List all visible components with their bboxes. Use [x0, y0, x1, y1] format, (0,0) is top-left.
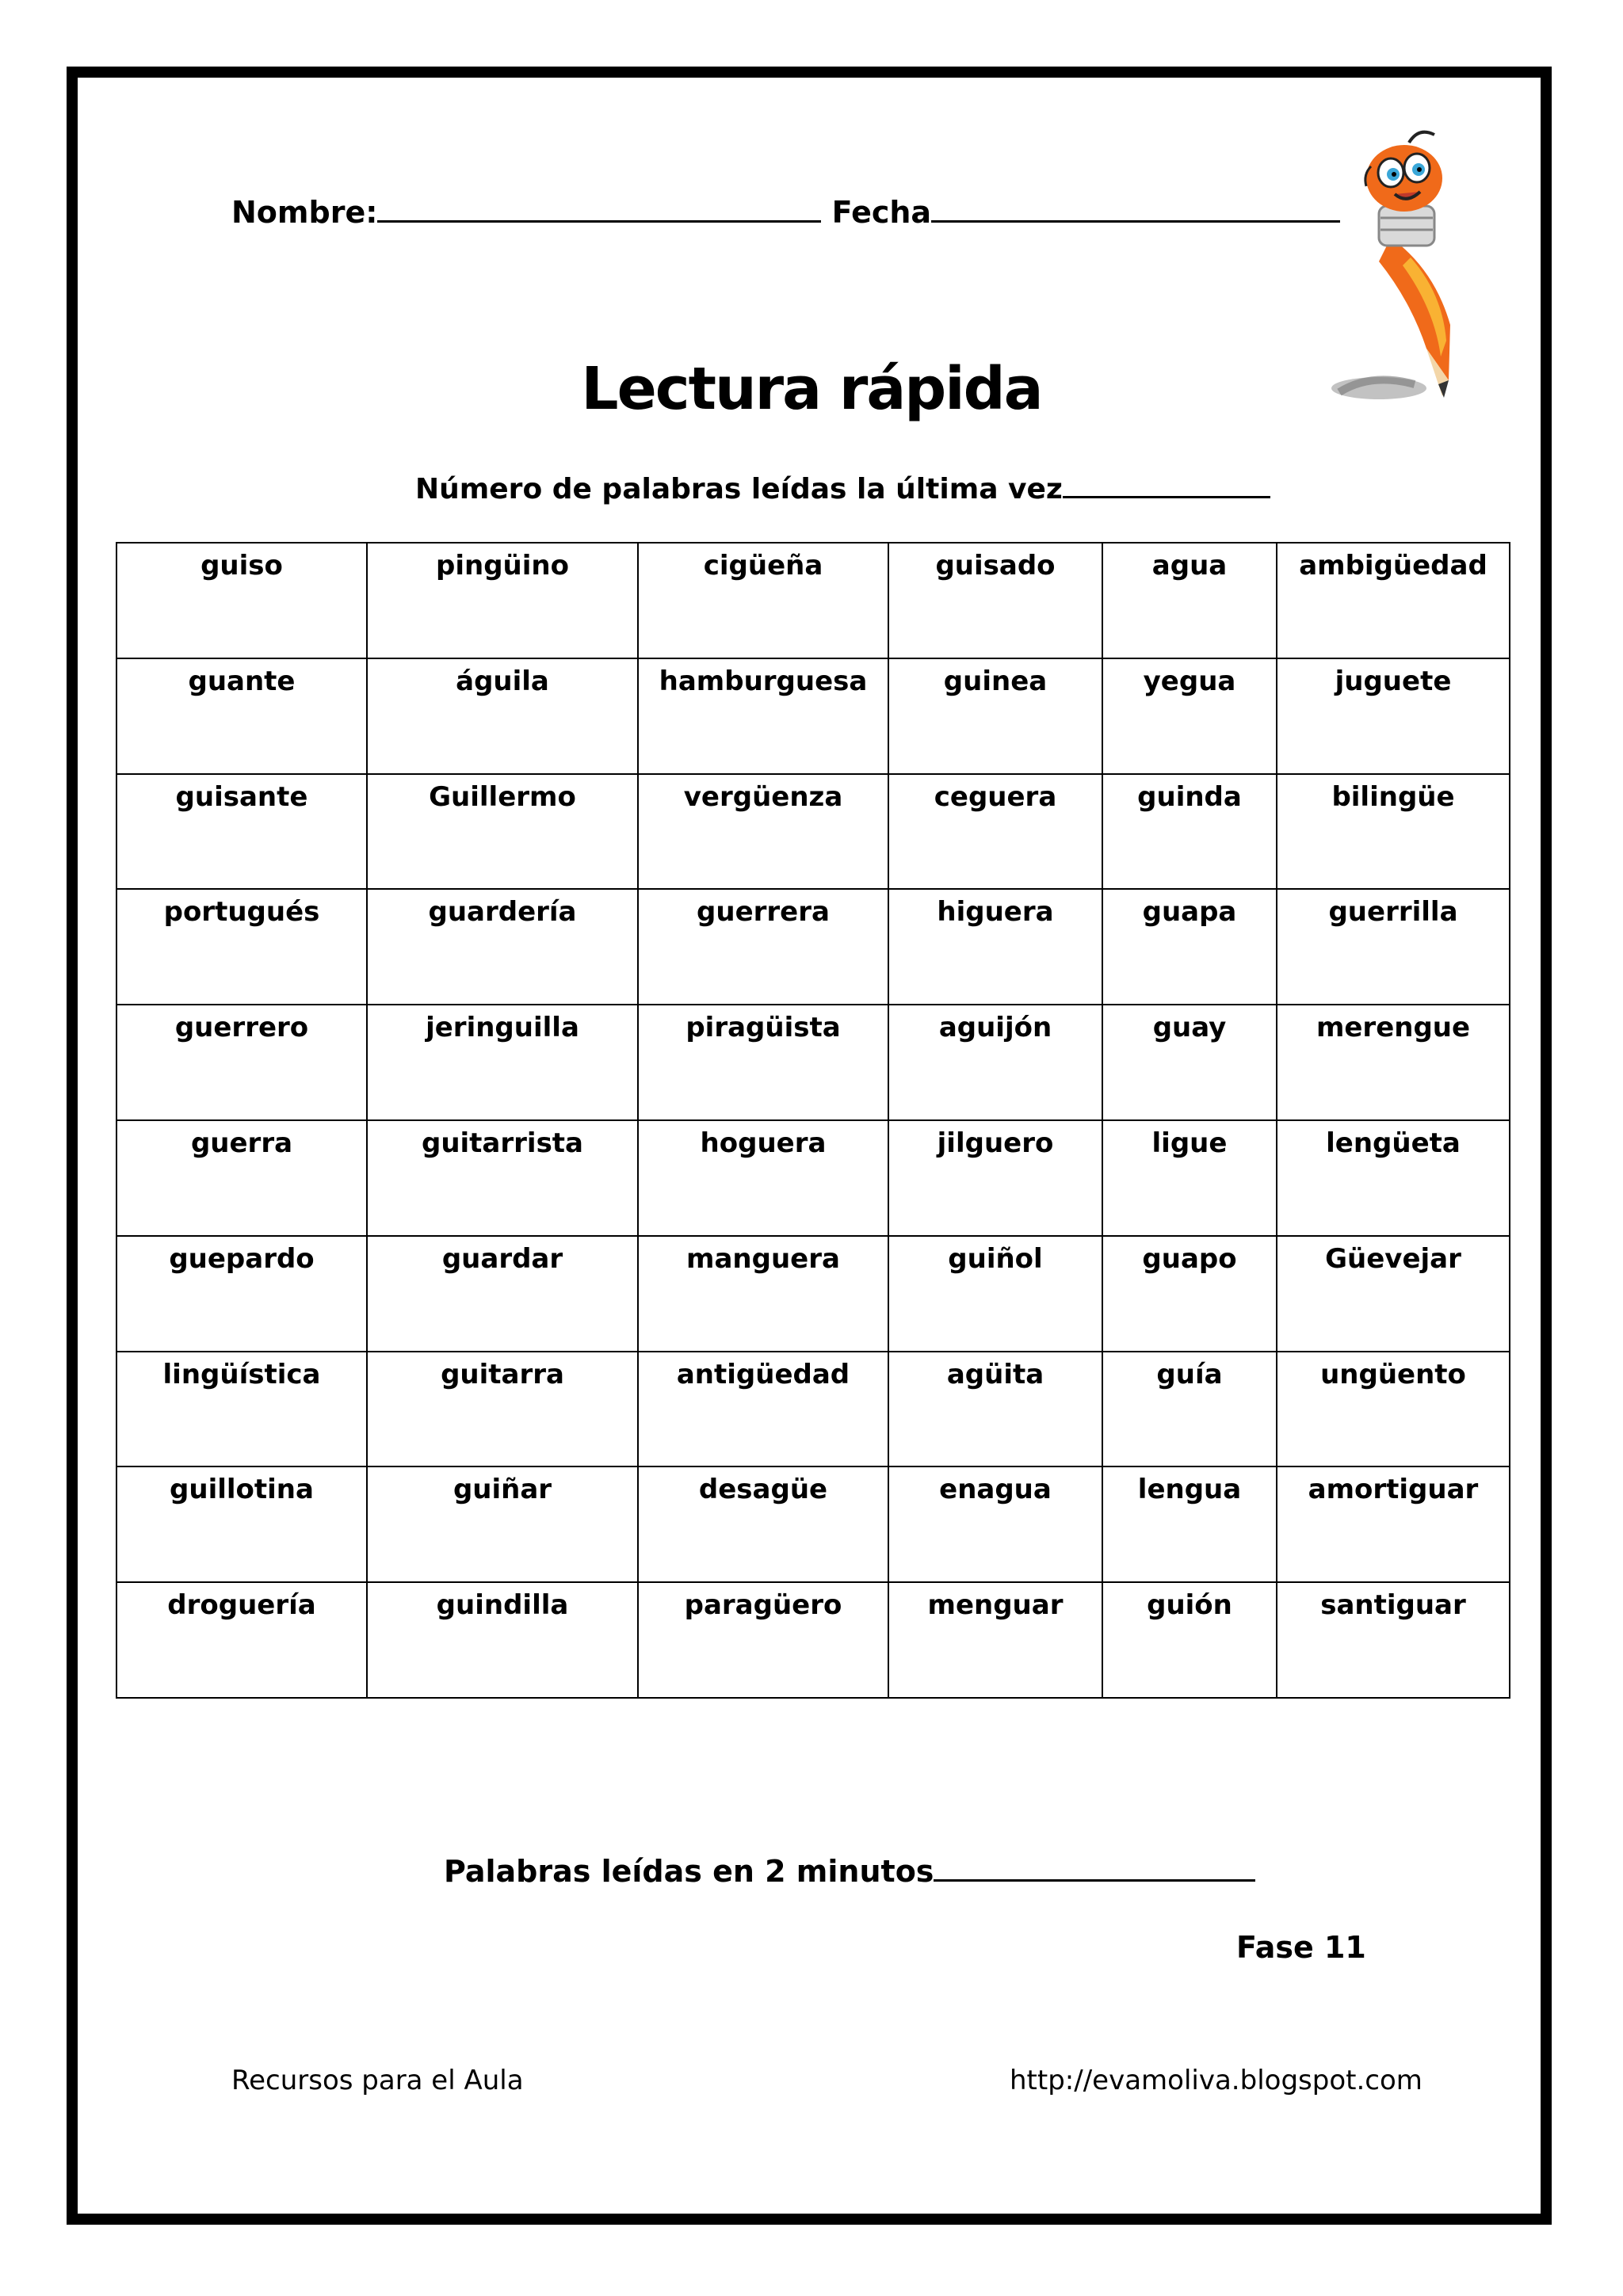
previous-count-field[interactable] — [1063, 472, 1270, 498]
word-cell: bilingüe — [1277, 774, 1510, 890]
word-cell: cigüeña — [638, 543, 888, 658]
footer-url-link[interactable]: http://evamoliva.blogspot.com — [1010, 2065, 1423, 2096]
word-cell: guitarrista — [367, 1120, 638, 1236]
word-cell: guardería — [367, 889, 638, 1005]
word-cell: jilguero — [888, 1120, 1102, 1236]
word-cell: hoguera — [638, 1120, 888, 1236]
table-row — [116, 1352, 1510, 1467]
word-cell: piragüista — [638, 1005, 888, 1120]
table-row — [116, 1236, 1510, 1352]
word-cell: guiso — [116, 543, 367, 658]
word-cell: guerrera — [638, 889, 888, 1005]
read-count-field[interactable] — [934, 1855, 1255, 1882]
table-row — [116, 543, 1510, 658]
word-cell: lingüística — [116, 1352, 367, 1467]
word-cell: guante — [116, 658, 367, 774]
word-cell: aguijón — [888, 1005, 1102, 1120]
word-cell: higuera — [888, 889, 1102, 1005]
word-cell: guardar — [367, 1236, 638, 1352]
word-cell: juguete — [1277, 658, 1510, 774]
word-cell: águila — [367, 658, 638, 774]
word-cell: pingüino — [367, 543, 638, 658]
name-label: Nombre: — [231, 195, 378, 230]
table-row — [116, 1120, 1510, 1236]
word-cell: guindilla — [367, 1582, 638, 1698]
word-cell: yegua — [1102, 658, 1277, 774]
word-cell: santiguar — [1277, 1582, 1510, 1698]
word-cell: Güevejar — [1277, 1236, 1510, 1352]
word-cell: guepardo — [116, 1236, 367, 1352]
word-cell: vergüenza — [638, 774, 888, 890]
word-cell: agua — [1102, 543, 1277, 658]
word-cell: agüita — [888, 1352, 1102, 1467]
word-cell: ungüento — [1277, 1352, 1510, 1467]
word-cell: ambigüedad — [1277, 543, 1510, 658]
page-title: Lectura rápida — [581, 355, 1042, 423]
previous-count-line — [415, 472, 1270, 505]
date-field[interactable] — [931, 196, 1340, 223]
word-cell: guerrilla — [1277, 889, 1510, 1005]
word-cell: paragüero — [638, 1582, 888, 1698]
word-cell: guinda — [1102, 774, 1277, 890]
word-cell: ceguera — [888, 774, 1102, 890]
word-cell: guapo — [1102, 1236, 1277, 1352]
date-label: Fecha — [831, 195, 932, 230]
word-cell: hamburguesa — [638, 658, 888, 774]
word-table — [116, 542, 1510, 1699]
word-cell: enagua — [888, 1466, 1102, 1582]
word-cell: guay — [1102, 1005, 1277, 1120]
word-cell: guía — [1102, 1352, 1277, 1467]
word-cell: lengüeta — [1277, 1120, 1510, 1236]
word-cell: antigüedad — [638, 1352, 888, 1467]
word-cell: guerra — [116, 1120, 367, 1236]
table-row — [116, 1466, 1510, 1582]
word-cell: lengua — [1102, 1466, 1277, 1582]
name-field[interactable] — [377, 196, 821, 223]
table-row — [116, 1582, 1510, 1698]
word-cell: jeringuilla — [367, 1005, 638, 1120]
read-count-label: Palabras leídas en 2 minutos — [444, 1854, 934, 1889]
word-cell: guiñar — [367, 1466, 638, 1582]
word-cell: guiñol — [888, 1236, 1102, 1352]
word-cell: manguera — [638, 1236, 888, 1352]
previous-count-label: Número de palabras leídas la última vez — [415, 473, 1063, 505]
word-cell: guisado — [888, 543, 1102, 658]
word-cell: Guillermo — [367, 774, 638, 890]
word-cell: guisante — [116, 774, 367, 890]
word-cell: desagüe — [638, 1466, 888, 1582]
header-line — [231, 195, 1340, 230]
word-cell: guillotina — [116, 1466, 367, 1582]
word-cell: guerrero — [116, 1005, 367, 1120]
word-cell: droguería — [116, 1582, 367, 1698]
word-cell: ligue — [1102, 1120, 1277, 1236]
word-cell: guinea — [888, 658, 1102, 774]
word-cell: guapa — [1102, 889, 1277, 1005]
word-cell: portugués — [116, 889, 367, 1005]
table-row — [116, 889, 1510, 1005]
word-cell: amortiguar — [1277, 1466, 1510, 1582]
word-cell: menguar — [888, 1582, 1102, 1698]
read-count-line — [444, 1854, 1255, 1889]
footer-left-text: Recursos para el Aula — [231, 2065, 524, 2096]
word-cell: merengue — [1277, 1005, 1510, 1120]
word-cell: guitarra — [367, 1352, 638, 1467]
table-row — [116, 774, 1510, 890]
phase-label: Fase 11 — [1236, 1930, 1366, 1965]
table-row — [116, 658, 1510, 774]
word-cell: guión — [1102, 1582, 1277, 1698]
table-row — [116, 1005, 1510, 1120]
